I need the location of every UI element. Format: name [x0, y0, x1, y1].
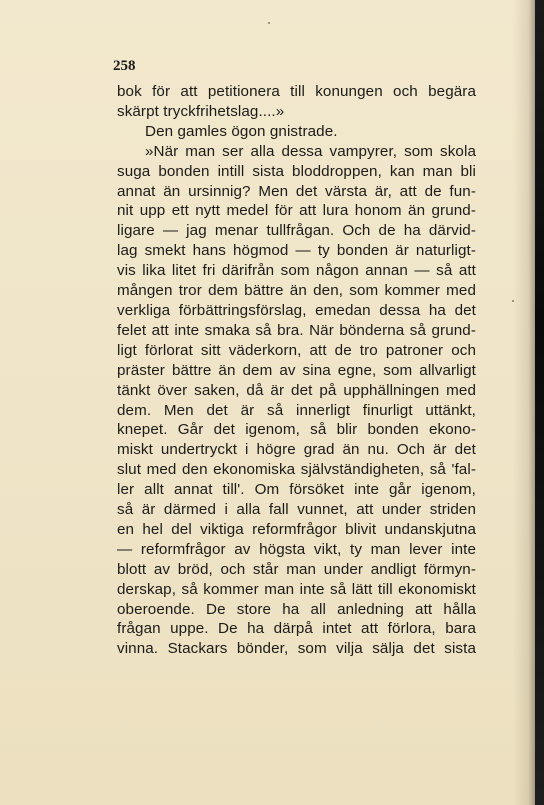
spine-shadow: [513, 0, 535, 805]
text-line: så är därmed i alla fall vunnet, att under striden: [117, 501, 476, 519]
text-line: nit upp ett nytt medel för att lura honom än grund-: [117, 202, 476, 220]
text-line: mången tror dem bättre än den, som kommer med: [117, 282, 476, 300]
text-line: knepet. Går det igenom, så blir bonden ekono-: [117, 421, 476, 439]
text-line: ligt förlorat sitt väderkorn, att de tro patroner och: [117, 341, 476, 359]
book-edge: [535, 0, 544, 805]
text-line: verkliga förbättringsförslag, emedan dessa ha det: [117, 301, 476, 319]
text-line: suga bonden intill sista bloddroppen, kan man bli: [117, 162, 476, 180]
text-line: vis lika litet fri därifrån som någon annan — så att: [117, 262, 476, 280]
text-line: frågan uppe. De ha därpå intet att förlora, bara: [117, 620, 476, 638]
text-line: tänkt över saken, då är det på upphällningen med: [117, 381, 476, 399]
text-line: en hel del viktiga reformfrågor blivit undanskjutna: [117, 520, 476, 538]
text-line: blott av bröd, och står man under andligt förmyn-: [117, 560, 476, 578]
text-line: »När man ser alla dessa vampyrer, som skola: [145, 142, 476, 160]
text-line: präster bättre än dem av sina egne, som allvarligt: [117, 361, 476, 379]
text-line: — reformfrågor av högsta vikt, ty man lever inte: [117, 540, 476, 558]
text-line: skärpt tryckfrihetslag....»: [117, 102, 285, 120]
page-number: 258: [113, 58, 136, 74]
text-line: felet att inte smaka så bra. När bönderna så grund-: [117, 321, 476, 339]
body-text: [117, 82, 476, 659]
text-line: oberoende. De store ha all anledning att hålla: [117, 600, 476, 618]
text-line: dem. Men det är så innerligt finurligt uttänkt,: [117, 401, 476, 419]
text-line: ler allt annat till'. Om försöket inte går igenom,: [117, 481, 476, 499]
text-line: miskt undertryckt i högre grad än nu. Och är det: [117, 441, 476, 459]
text-line: lag smekt hans högmod — ty bonden är naturligt-: [117, 242, 476, 260]
text-line: derskap, så kommer man inte så lätt till ekonomiskt: [117, 580, 476, 598]
text-line: slut med den ekonomiska självständigheten, så 'fal-: [117, 461, 476, 479]
text-line: vinna. Stackars bönder, som vilja sälja det sista: [117, 640, 476, 658]
text-line: bok för att petitionera till konungen och begära: [117, 83, 476, 100]
paper-speck: [268, 22, 270, 24]
text-line: annat än ursinnig? Men det värsta är, att de fun-: [117, 182, 476, 200]
text-line: Den gamles ögon gnistrade.: [145, 122, 338, 140]
text-line: ligare — jag menar tullfrågan. Och de ha därvid-: [117, 222, 476, 240]
